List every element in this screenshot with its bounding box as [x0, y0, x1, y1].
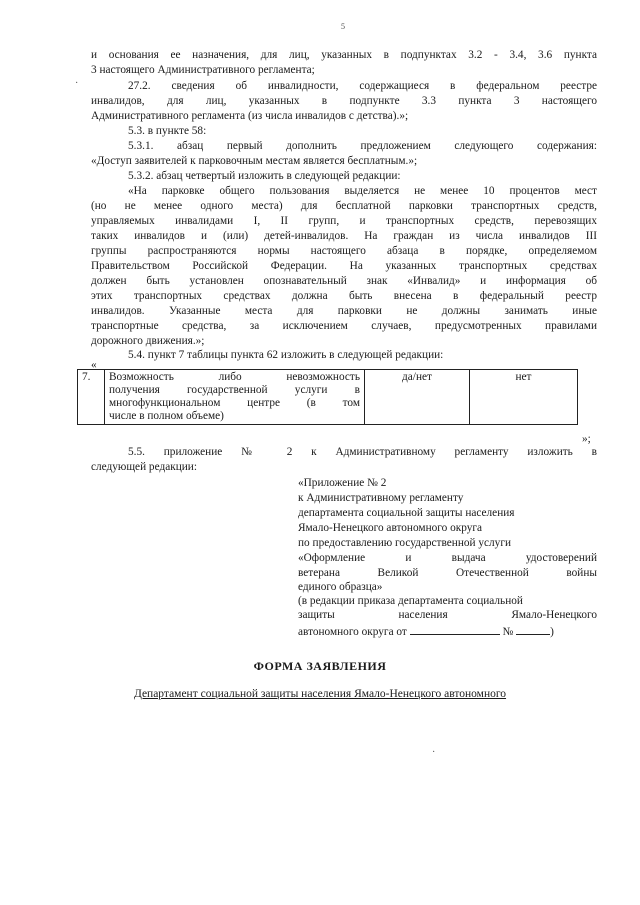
text-line: следующей редакции:: [91, 461, 197, 473]
appendix-line: к Административному регламенту: [298, 492, 464, 504]
closing-paren: ): [550, 626, 554, 638]
cell-line: числе в полном объеме): [109, 410, 224, 422]
appendix-line: «Приложение № 2: [298, 477, 387, 489]
text-line: 3 настоящего Административного регламента;: [91, 64, 315, 76]
text-line: должен быть установлен опознавательный знак «Инвалид» и информация об: [91, 275, 597, 287]
text-line: транспортные средства, за исключением случаев, предусмотренных правилами: [91, 320, 597, 332]
cell-line: многофункциональном центре (в том: [109, 397, 360, 409]
appendix-line: защиты населения Ямало-Ненецкого: [298, 609, 597, 621]
appendix-date-line: [298, 624, 597, 639]
text-line: этих транспортных средствах должна быть внесена в федеральный реестр: [91, 290, 597, 302]
text-line: Административного регламента (из числа инвалидов с детства).»;: [91, 110, 409, 122]
table-cell-description: [105, 370, 365, 425]
text-line: и основания ее назначения, для лиц, указанных в подпунктах 3.2 - 3.4, 3.6 пункта: [91, 49, 597, 61]
text-line: таких инвалидов и (или) детей-инвалидов. На граждан из числа инвалидов III: [91, 230, 597, 242]
text-line: 5.4. пункт 7 таблицы пункта 62 изложить в следующей редакции:: [128, 349, 444, 361]
table-cell-number: 7.: [78, 370, 105, 425]
text-line: 5.3. в пункте 58:: [128, 125, 207, 137]
department-heading: Департамент социальной защиты населения Ямало-Ненецкого автономного: [133, 688, 507, 700]
text-line: инвалидов. Указанные места для парковки не должны занимать иные: [91, 305, 597, 317]
appendix-date-prefix: автономного округа от: [298, 626, 407, 638]
number-sign: №: [502, 626, 514, 638]
form-title: ФОРМА ЗАЯВЛЕНИЯ: [253, 659, 387, 673]
close-quote: »;: [582, 433, 591, 445]
appendix-line: Ямало-Ненецкого автономного округа: [298, 522, 483, 534]
text-line: управляемых инвалидами I, II групп, и транспортных средств, перевозящих: [91, 215, 597, 227]
appendix-line: (в редакции приказа департамента социальной: [298, 595, 523, 607]
text-line: дорожного движения.»;: [91, 335, 205, 347]
text-line: «Доступ заявителей к парковочным местам является бесплатным.»;: [91, 155, 418, 167]
services-table: [77, 369, 578, 425]
table-row: [78, 370, 578, 425]
text-line: «На парковке общего пользования выделяется не менее 10 процентов мест: [128, 185, 597, 197]
scan-speck: ·: [75, 78, 79, 89]
number-blank: [516, 624, 550, 635]
appendix-line: департамента социальной защиты населения: [298, 507, 515, 519]
text-line: (но не менее одного места) для бесплатной парковки транспортных средств,: [91, 200, 597, 212]
table-cell-yes-no: да/нет: [365, 370, 470, 425]
appendix-line: ветерана Великой Отечественной войны: [298, 567, 597, 579]
appendix-line: «Оформление и выдача удостоверений: [298, 552, 597, 564]
text-line: группы распространяются нормы настоящего абзаца в порядке, определяемом: [91, 245, 597, 257]
date-blank: [410, 624, 500, 635]
text-line: 27.2. сведения об инвалидности, содержащиеся в федеральном реестре: [128, 80, 597, 92]
page-number: 5: [341, 22, 345, 31]
text-line: Правительством Российской Федерации. На указанных транспортных средствах: [91, 260, 597, 272]
text-line: 5.3.2. абзац четвертый изложить в следующей редакции:: [128, 170, 401, 182]
text-line: 5.3.1. абзац первый дополнить предложением следующего содержания:: [128, 140, 597, 152]
appendix-line: единого образца»: [298, 581, 383, 593]
cell-line: получения государственной услуги в: [109, 384, 360, 396]
text-line: инвалидов, для лиц, указанных в подпункте 3.3 пункта 3 настоящего: [91, 95, 597, 107]
appendix-line: по предоставлению государственной услуги: [298, 537, 512, 549]
table-cell-value: нет: [470, 370, 578, 425]
scan-speck: ·: [432, 747, 436, 758]
cell-line: Возможность либо невозможность: [109, 371, 360, 383]
text-line: 5.5. приложение № 2 к Административному регламенту изложить в: [128, 446, 597, 458]
open-quote: «: [91, 359, 97, 371]
